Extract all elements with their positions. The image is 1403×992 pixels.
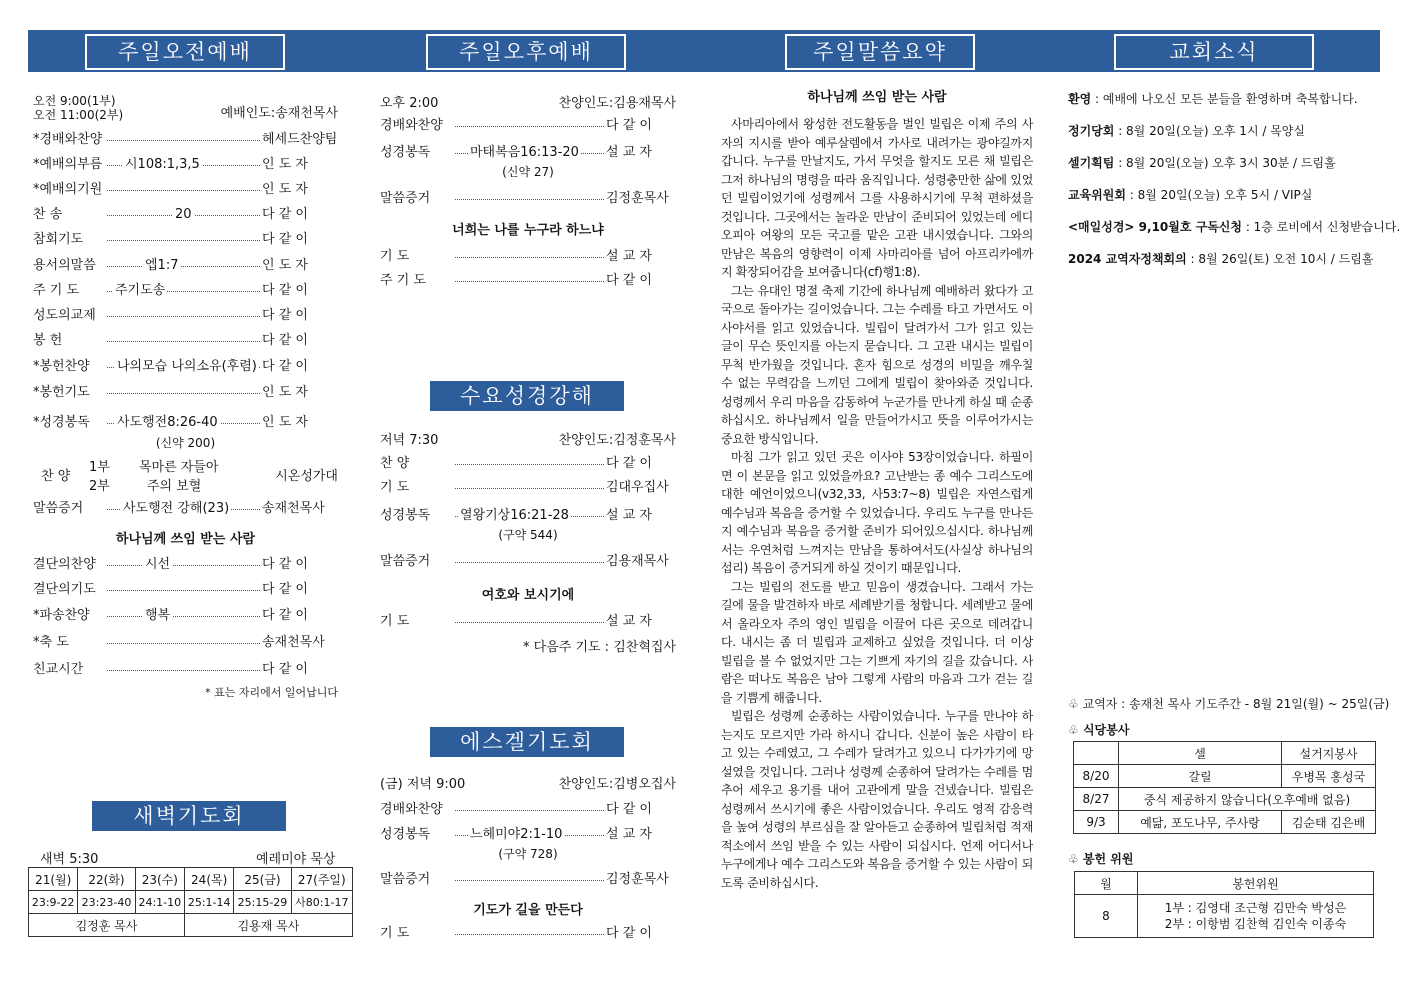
offer-table bbox=[1074, 871, 1374, 938]
order-detail: 주기도송 bbox=[115, 283, 166, 298]
header-bar bbox=[28, 30, 1380, 72]
order-performer: 인 도 자 bbox=[260, 414, 338, 432]
sermon-paragraph: 그는 유대인 명절 축제 기간에 하나님께 예배하러 왔다가 고국으로 돌아가는 길이었습니다. 그는 수레를 타고 가면서도 이사야서를 읽고 있었습니다. 빌립이 달려가서 그가 읽고 있는 글이 무슨 뜻인지를 아는지 묻습니다. 그 고관 내시는 빌립이 무척 반가웠을 것입니다. 혼자 힘으로 성경의 비밀을 깨우칠 수 없는 무력감을 느끼던 그에게 빌립이 찾아와준 것입니다. 성령께서 우리 마음을 감동하여 누군가를 만나게 하실 때 순종하십시오. 하나님께서 일을 만들어가시고 뜻을 이루어가시는 중요한 방식입니다. bbox=[721, 283, 1033, 446]
order-row bbox=[33, 661, 338, 679]
dawn-leader: 김용재 목사 bbox=[184, 914, 352, 937]
order-performer: 김정훈목사 bbox=[604, 190, 676, 208]
order-label: 참회기도 bbox=[33, 231, 107, 249]
meal-head-blank bbox=[1074, 742, 1119, 765]
news-key: 환영 bbox=[1068, 92, 1092, 106]
offer-month: 8 bbox=[1075, 895, 1138, 938]
news-item bbox=[1068, 122, 1305, 139]
order-detail: 사도행전8:26-40 bbox=[117, 415, 218, 430]
news-value: 8월 20일(오늘) 오후 3시 30분 / 드림홀 bbox=[1126, 156, 1336, 170]
order-performer: 인 도 자 bbox=[260, 181, 338, 199]
news-key: 정기당회 bbox=[1068, 124, 1115, 138]
order-row bbox=[380, 613, 676, 631]
news-sep: : bbox=[1114, 156, 1127, 170]
order-label: 성경봉독 bbox=[380, 144, 454, 162]
sermon-title: 하나님께 쓰임 받는 사람 bbox=[807, 90, 947, 105]
news-key: 교육위원회 bbox=[1068, 188, 1126, 202]
meal-row bbox=[1074, 811, 1376, 834]
meal-title: 식당봉사 bbox=[1082, 723, 1130, 737]
dawn-day: 27(주일) bbox=[291, 868, 352, 891]
order-performer: 인 도 자 bbox=[260, 257, 338, 275]
order-label: 봉 헌 bbox=[33, 332, 107, 350]
dawn-day: 21(월) bbox=[29, 868, 78, 891]
order-label: 말씀증거 bbox=[380, 871, 454, 889]
order-row bbox=[380, 553, 676, 571]
order-performer: 다 같 이 bbox=[260, 206, 338, 224]
morning-service bbox=[33, 94, 338, 704]
order-performer: 다 같 이 bbox=[604, 455, 676, 473]
meal-title-line bbox=[1068, 721, 1129, 738]
news-sep: : bbox=[1091, 92, 1103, 106]
order-performer: 설 교 자 bbox=[604, 826, 676, 844]
meal-head-dish: 설거지봉사 bbox=[1282, 742, 1376, 765]
offer-head-row bbox=[1075, 872, 1374, 895]
dawn-passage: 23:9-22 bbox=[29, 891, 78, 914]
reading-note: (신약 200) bbox=[155, 436, 216, 450]
order-performer: 다 같 이 bbox=[260, 231, 338, 249]
order-label: 성도의교제 bbox=[33, 307, 107, 325]
meal-date: 8/20 bbox=[1074, 765, 1119, 788]
order-row bbox=[33, 556, 338, 574]
news-value: 1층 로비에서 신청받습니다. bbox=[1253, 220, 1401, 234]
order-performer: 송재천목사 bbox=[260, 634, 338, 652]
afternoon-leader: 찬양인도:김용재목사 bbox=[558, 96, 676, 111]
order-row bbox=[380, 455, 676, 473]
header-news: 교회소식 bbox=[1114, 34, 1314, 70]
order-label: 기 도 bbox=[380, 925, 454, 943]
order-detail: 열왕기상16:21-28 bbox=[460, 508, 569, 523]
order-label: 주 기 도 bbox=[380, 272, 454, 290]
news-item bbox=[1068, 218, 1400, 235]
ezekiel-time: (금) 저녁 9:00 bbox=[380, 777, 466, 792]
order-performer: 다 같 이 bbox=[604, 801, 676, 819]
order-performer: 다 같 이 bbox=[260, 661, 338, 679]
order-row bbox=[33, 581, 338, 599]
sermon-title-afternoon: 너희는 나를 누구라 하느냐 bbox=[452, 223, 604, 238]
meal-table bbox=[1073, 741, 1376, 834]
meal-date: 8/27 bbox=[1074, 788, 1119, 811]
meal-date: 9/3 bbox=[1074, 811, 1119, 834]
order-row bbox=[33, 156, 338, 174]
sermon-title-wednesday: 여호와 보시기에 bbox=[481, 588, 575, 603]
order-detail: 시108:1,3,5 bbox=[125, 157, 200, 172]
morning-leader: 예배인도:송재천목사 bbox=[220, 106, 338, 121]
news-value: 예배에 나오신 모든 분들을 환영하며 축복합니다. bbox=[1102, 92, 1358, 106]
order-detail: 시선 bbox=[145, 557, 171, 572]
morning-times bbox=[33, 94, 123, 122]
news-key: 셀기획팀 bbox=[1068, 156, 1115, 170]
order-row bbox=[33, 206, 338, 224]
wednesday-leader: 찬양인도:김정훈목사 bbox=[558, 433, 676, 448]
order-row bbox=[380, 117, 676, 135]
order-row bbox=[33, 181, 338, 199]
order-label: 기 도 bbox=[380, 479, 454, 497]
wednesday-service bbox=[380, 429, 676, 659]
order-detail: 사도행전 강해(23) bbox=[123, 501, 230, 516]
order-label: *파송찬양 bbox=[33, 607, 107, 625]
order-performer: 다 같 이 bbox=[604, 925, 676, 943]
order-row bbox=[33, 634, 338, 652]
order-row bbox=[380, 871, 676, 889]
order-detail: 행복 bbox=[145, 608, 171, 623]
order-detail: 엡1:7 bbox=[145, 258, 179, 273]
choir-part-2: 2부 bbox=[89, 479, 110, 494]
meal-dish: 김순태 김은배 bbox=[1282, 811, 1376, 834]
order-performer: 인 도 자 bbox=[260, 384, 338, 402]
order-label: 주 기 도 bbox=[33, 282, 107, 300]
order-row bbox=[33, 282, 338, 300]
dawn-day: 25(금) bbox=[234, 868, 291, 891]
ezekiel-service bbox=[380, 773, 676, 948]
gyoyukja-text: 교역자 : 송재천 목사 기도주간 - 8월 21일(월) ~ 25일(금) bbox=[1082, 697, 1390, 711]
reading-note: (구약 728) bbox=[498, 847, 558, 861]
dawn-day: 22(화) bbox=[78, 868, 135, 891]
order-label: 결단의찬양 bbox=[33, 556, 107, 574]
dawn-passage: 24:1-10 bbox=[135, 891, 184, 914]
header-afternoon: 주일오후예배 bbox=[426, 34, 626, 70]
order-row bbox=[380, 801, 676, 819]
order-performer: 다 같 이 bbox=[604, 117, 676, 135]
order-performer: 설 교 자 bbox=[604, 613, 676, 631]
order-performer: 송재천목사 bbox=[260, 500, 338, 518]
order-label: *봉헌기도 bbox=[33, 384, 107, 402]
order-detail: 20 bbox=[175, 207, 192, 222]
order-row bbox=[380, 826, 676, 844]
sermon-paragraph: 마침 그가 읽고 있던 곳은 이사야 53장이었습니다. 하필이면 이 본문을 읽고 있었을까요? 고난받는 종 예수 그리스도에 대한 예언이었으니(v32,33, 사53:7~8) 빌립은 자연스럽게 예수님과 복음을 증거할 수 있었습니다. 우리도 누구를 만나든지 예수님과 복음을 증거할 준비가 되어있으십시다. 하나님께서는 우연처럼 느껴지는 만남을 통하여서도(사실상 하나님의 섭리) 복음이 증거되게 하실 것이기 때문입니다. bbox=[721, 450, 1033, 575]
order-label: 경배와찬양 bbox=[380, 801, 454, 819]
header-ezekiel: 에스겔기도회 bbox=[430, 727, 624, 757]
order-performer: 다 같 이 bbox=[260, 307, 338, 325]
order-label: 성경봉독 bbox=[380, 826, 454, 844]
ezekiel-leader: 찬양인도:김병오집사 bbox=[558, 777, 676, 792]
offer-head-month: 월 bbox=[1075, 872, 1138, 895]
order-row bbox=[33, 257, 338, 275]
meal-cell: 갈릴 bbox=[1119, 765, 1282, 788]
meal-row bbox=[1074, 765, 1376, 788]
dawn-title: 예레미야 묵상 bbox=[256, 852, 336, 867]
offer-line-2: 2부 : 이항범 김찬혁 김인숙 이종숙 bbox=[1164, 917, 1347, 931]
club-icon: ♧ bbox=[1068, 697, 1083, 711]
news-key: 2024 교역자정책회의 bbox=[1068, 252, 1187, 266]
dawn-passage: 사80:1-17 bbox=[291, 891, 352, 914]
order-performer: 다 같 이 bbox=[604, 272, 676, 290]
dawn-table bbox=[28, 867, 353, 937]
header-sermon: 주일말씀요약 bbox=[785, 34, 975, 70]
order-performer: 다 같 이 bbox=[260, 358, 338, 376]
order-performer: 김용재목사 bbox=[604, 553, 676, 571]
offer-head-members: 봉헌위원 bbox=[1138, 872, 1374, 895]
sermon-paragraph: 사마리아에서 왕성한 전도활동을 벌인 빌립은 이제 주의 사자의 지시를 받아 예루살렘에서 가사로 내려가는 광야길까지 갑니다. 누구를 만날지도, 가서 무엇을 할지도 모른 채 빌립은 그저 하나님의 명령을 따라 움직입니다. 성령충만한 삶에 있었던 빌립이었기에 성령께서 그를 사용하시기에 무척 편하셨을 것입니다. 그곳에서는 놀라운 만남이 준비되어 있었는데 에디오피아 여왕의 모든 국고를 맡은 고관 내시였습니다. 그와의 만남은 복음의 영향력이 이제 사마리아를 넘어 아프리카에까지 확장되어감을 보여줍니다(cf)행1:8). bbox=[721, 117, 1033, 279]
order-performer: 다 같 이 bbox=[260, 556, 338, 574]
afternoon-time: 오후 2:00 bbox=[380, 96, 439, 111]
news-sep: : bbox=[1242, 220, 1254, 234]
gyoyukja-line bbox=[1068, 695, 1389, 712]
offer-members bbox=[1138, 895, 1374, 938]
order-label: *성경봉독 bbox=[33, 414, 107, 432]
order-performer: 다 같 이 bbox=[260, 332, 338, 350]
sermon-paragraph: 빌립은 성령께 순종하는 사람이었습니다. 누구를 만나야 하는지도 모르지만 가라 하시니 갑니다. 신분이 높은 사람이 타고 있는 수레였고, 그 수레가 달려가고 있으니 다가가기에 망설였을 것입니다. 그러나 성령께 순종하여 달려가는 수레를 멈추어 세우고 용기를 내어 고관에게 말을 건넸습니다. 빌립은 성령께서 쓰시기에 좋은 사람이었습니다. 우리도 영적 감응력을 높여 성령의 부르심을 잘 알아듣고 순종하여 빌립처럼 적재적소에서 쓰임 받을 수 있는 사람이 되십시다. 언제 어디서나 누구에게나 예수 그리스도와 복음을 증거할 수 있는 사람이 되도록 준비하십시다. bbox=[721, 709, 1033, 890]
reading-note: (신약 27) bbox=[502, 165, 554, 179]
order-label: 성경봉독 bbox=[380, 507, 454, 525]
header-morning: 주일오전예배 bbox=[85, 34, 285, 70]
dawn-passage: 25:15-29 bbox=[234, 891, 291, 914]
news-value: 8월 26일(토) 오전 10시 / 드림홀 bbox=[1198, 252, 1374, 266]
news-item bbox=[1068, 90, 1358, 107]
order-row bbox=[380, 272, 676, 290]
dawn-passages-row bbox=[29, 891, 353, 914]
order-row bbox=[33, 307, 338, 325]
order-performer: 다 같 이 bbox=[260, 581, 338, 599]
order-row bbox=[380, 248, 676, 266]
stand-note: * 표는 자리에서 일어납니다 bbox=[205, 686, 338, 699]
order-label: 찬 송 bbox=[33, 206, 107, 224]
news-item bbox=[1068, 154, 1336, 171]
order-label: 결단의기도 bbox=[33, 581, 107, 599]
choir-song-1: 목마른 자들아 bbox=[139, 460, 219, 475]
order-row bbox=[380, 479, 676, 497]
order-label: 기 도 bbox=[380, 613, 454, 631]
header-dawn: 새벽기도회 bbox=[92, 801, 286, 831]
meal-row bbox=[1074, 788, 1376, 811]
dawn-leaders-row bbox=[29, 914, 353, 937]
offer-line-1: 1부 : 김영대 조근형 김만숙 박성은 bbox=[1164, 901, 1347, 915]
news-item bbox=[1068, 250, 1373, 267]
order-label: 말씀증거 bbox=[380, 190, 454, 208]
order-label: *예배의기원 bbox=[33, 181, 107, 199]
next-prayer: * 다음주 기도 : 김찬혁집사 bbox=[523, 640, 676, 655]
header-wednesday: 수요성경강해 bbox=[430, 381, 624, 411]
choir-block bbox=[33, 456, 338, 494]
order-detail: 나의모습 나의소유(후렴) bbox=[117, 359, 257, 374]
offer-title-line bbox=[1068, 850, 1133, 867]
order-row bbox=[33, 414, 338, 432]
order-detail: 느헤미야2:1-10 bbox=[470, 827, 563, 842]
meal-head-cell: 셀 bbox=[1119, 742, 1282, 765]
order-row bbox=[33, 384, 338, 402]
dawn-time: 새벽 5:30 bbox=[40, 852, 99, 867]
news-item bbox=[1068, 186, 1312, 203]
order-label: 용서의말씀 bbox=[33, 257, 107, 275]
order-performer: 헤세드찬양팀 bbox=[262, 132, 338, 147]
order-performer: 설 교 자 bbox=[604, 144, 676, 162]
choir-part-1: 1부 bbox=[89, 460, 110, 475]
order-row bbox=[380, 507, 676, 525]
offer-title: 봉헌 위원 bbox=[1082, 852, 1134, 866]
order-row bbox=[33, 231, 338, 249]
order-label: *축 도 bbox=[33, 634, 107, 652]
sermon-title-morning: 하나님께 쓰임 받는 사람 bbox=[115, 532, 256, 547]
news-sep: : bbox=[1114, 124, 1127, 138]
order-row bbox=[33, 607, 338, 625]
order-performer: 다 같 이 bbox=[260, 607, 338, 625]
choir-label: 찬 양 bbox=[41, 469, 71, 484]
morning-time-1: 오전 9:00(1부) bbox=[33, 94, 116, 108]
order-label: 말씀증거 bbox=[380, 553, 454, 571]
wednesday-time: 저녁 7:30 bbox=[380, 433, 439, 448]
order-row bbox=[33, 358, 338, 376]
order-performer: 김정훈목사 bbox=[604, 871, 676, 889]
news-key: <매일성경> 9,10월호 구독신청 bbox=[1068, 220, 1242, 234]
meal-head-row bbox=[1074, 742, 1376, 765]
order-row bbox=[380, 144, 676, 162]
news-sep: : bbox=[1186, 252, 1199, 266]
dawn-day: 24(목) bbox=[184, 868, 233, 891]
order-label: 말씀증거 bbox=[33, 500, 107, 518]
order-label: 경배와찬양 bbox=[380, 117, 454, 135]
dawn-leader: 김정훈 목사 bbox=[29, 914, 185, 937]
order-label: *경배와찬양 bbox=[33, 131, 107, 149]
dawn-days-row bbox=[29, 868, 353, 891]
order-row bbox=[33, 332, 338, 350]
order-label: *봉헌찬양 bbox=[33, 358, 107, 376]
order-performer: 설 교 자 bbox=[604, 248, 676, 266]
choir-by: 시온성가대 bbox=[275, 469, 338, 484]
dawn-day: 23(수) bbox=[135, 868, 184, 891]
order-label: 친교시간 bbox=[33, 661, 107, 679]
afternoon-service bbox=[380, 92, 676, 292]
order-label: 기 도 bbox=[380, 248, 454, 266]
order-detail: 마태복음16:13-20 bbox=[470, 145, 579, 160]
news-value: 8월 20일(오늘) 오후 1시 / 목양실 bbox=[1126, 124, 1305, 138]
dawn-passage: 25:1-14 bbox=[184, 891, 233, 914]
sermon-body bbox=[721, 115, 1033, 892]
sermon-paragraph: 그는 빌립의 전도를 받고 믿음이 생겼습니다. 그래서 가는 길에 물을 발견하자 바로 세례받기를 청합니다. 세례받고 물에서 올라오자 주의 영인 빌립을 이끌어 다른 곳으로 데려갑니다. 내시는 좀 더 빌립과 교제하고 싶었을 것입니다. 더 이상 빌립을 볼 수 없었지만 그는 기쁘게 자기의 길을 갔습니다. 사람은 떠나도 복음은 남아 그렇게 사람의 마음과 그가 걷는 길을 기쁨게 해줍니다. bbox=[721, 579, 1033, 705]
order-performer: 설 교 자 bbox=[604, 507, 676, 525]
choir-song-2: 주의 보혈 bbox=[147, 479, 202, 494]
meal-dish: 우병목 홍성국 bbox=[1282, 765, 1376, 788]
order-label: 찬 양 bbox=[380, 455, 454, 473]
club-icon: ♧ bbox=[1068, 723, 1083, 737]
order-row bbox=[380, 925, 676, 943]
order-performer: 다 같 이 bbox=[260, 282, 338, 300]
order-row bbox=[33, 500, 338, 518]
club-icon: ♧ bbox=[1068, 852, 1083, 866]
order-row bbox=[33, 131, 338, 149]
meal-cell: 중식 제공하지 않습니다(오후예배 없음) bbox=[1119, 788, 1376, 811]
news-sep: : bbox=[1125, 188, 1138, 202]
news-value: 8월 20일(오늘) 오후 5시 / VIP실 bbox=[1137, 188, 1313, 202]
order-label: *예배의부름 bbox=[33, 156, 107, 174]
reading-note: (구약 544) bbox=[498, 528, 558, 542]
offer-row bbox=[1075, 895, 1374, 938]
sermon-title-ezekiel: 기도가 길을 만든다 bbox=[473, 903, 583, 918]
dawn-passage: 23:23-40 bbox=[78, 891, 135, 914]
meal-cell: 예닮, 포도나무, 주사랑 bbox=[1119, 811, 1282, 834]
order-performer: 김대우집사 bbox=[604, 479, 676, 497]
order-row bbox=[380, 190, 676, 208]
order-performer: 인 도 자 bbox=[260, 156, 338, 174]
morning-time-2: 오전 11:00(2부) bbox=[33, 108, 124, 122]
